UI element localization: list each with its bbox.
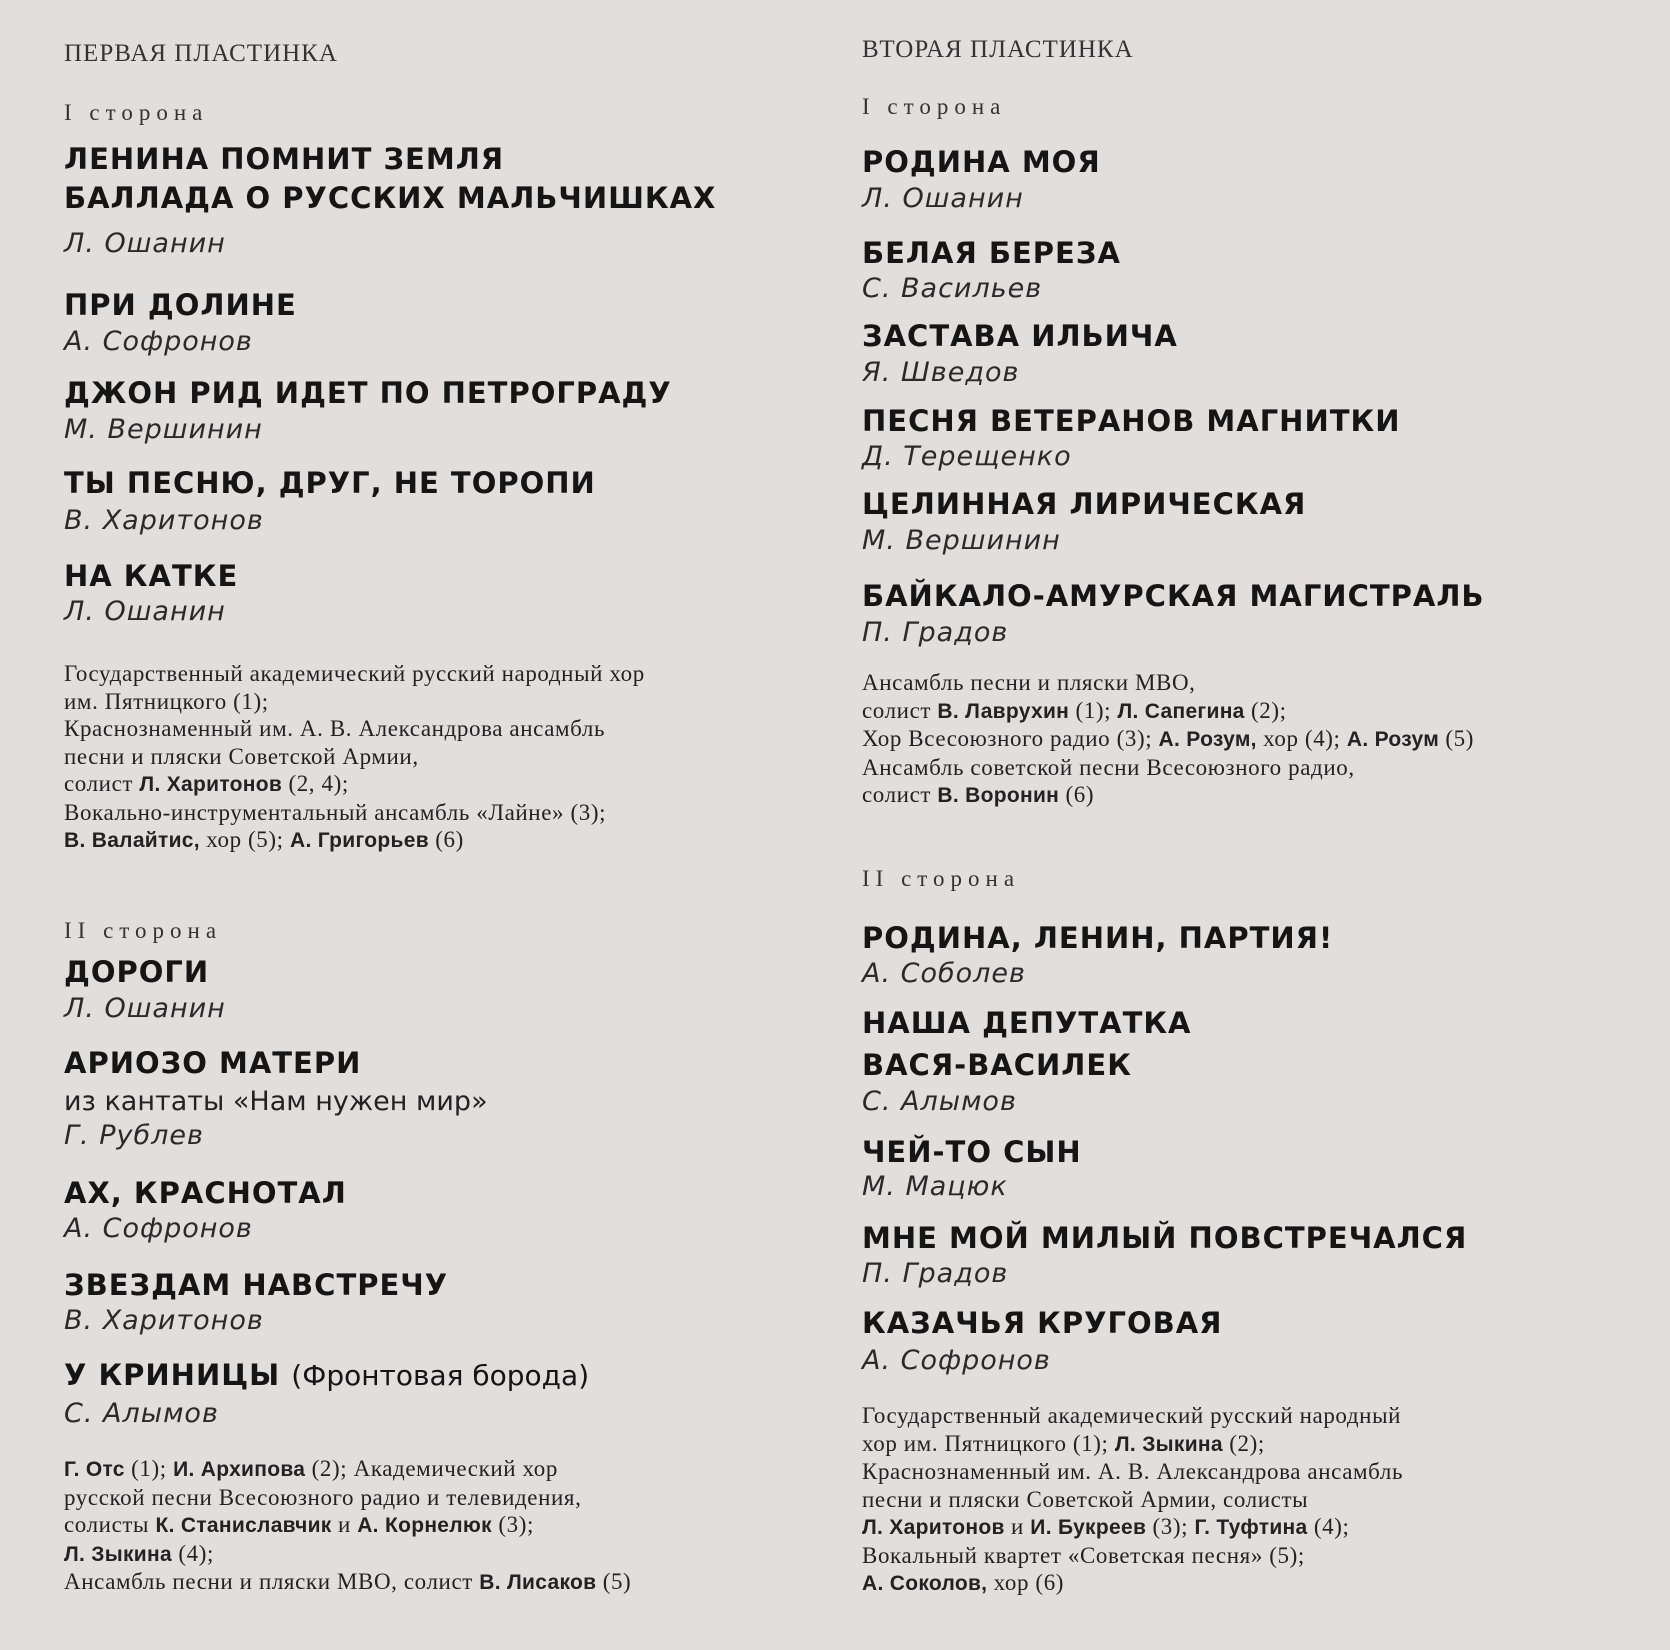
side-label: II сторона (64, 918, 223, 943)
performer: А. Розум (1346, 728, 1440, 751)
credit-line: Л. Харитонов и И. Букреев (3); Г. Туфтина (4); (862, 1514, 1350, 1539)
performer: В. Лаврухин (937, 699, 1070, 723)
credits (862, 1402, 1403, 1598)
song-title: БАЙКАЛО-АМУРСКАЯ МАГИСТРАЛЬ (862, 579, 1485, 613)
song-title: РОДИНА МОЯ (862, 145, 1101, 179)
performer: К. Станиславчик (155, 1514, 332, 1537)
song-title: РОДИНА, ЛЕНИН, ПАРТИЯ! (862, 921, 1334, 955)
performer: А. Корнелюк (357, 1514, 492, 1537)
credit-line: песни и пляски Советской Армии, (64, 743, 419, 769)
credit-line: солист Л. Харитонов (2, 4); (64, 771, 349, 796)
song-author: Д. Терещенко (862, 441, 1072, 472)
right-column (862, 0, 1662, 1650)
song-author: А. Софронов (862, 1345, 1051, 1376)
song-title: ТЫ ПЕСНЮ, ДРУГ, НЕ ТОРОПИ (64, 466, 596, 500)
song-subtitle: из кантаты «Нам нужен мир» (64, 1086, 488, 1117)
performer: Л. Харитонов (139, 773, 283, 796)
song-title: ДЖОН РИД ИДЕТ ПО ПЕТРОГРАДУ (64, 376, 672, 410)
song-author: С. Алымов (64, 1398, 219, 1429)
performer: В. Валайтис, (64, 829, 200, 852)
performer: Л. Зыкина (64, 1542, 172, 1566)
credit-line: солисты К. Станиславчик и А. Корнелюк (3); (64, 1512, 534, 1537)
credits (64, 660, 645, 855)
song-title: АРИОЗО МАТЕРИ (64, 1046, 362, 1080)
credit-line: солист В. Лаврухин (1); Л. Сапегина (2); (862, 697, 1287, 723)
song-title: ЗВЕЗДАМ НАВСТРЕЧУ (64, 1268, 449, 1302)
disc-title: ПЕРВАЯ ПЛАСТИНКА (64, 40, 338, 67)
song-author: А. Софронов (64, 326, 253, 357)
song-author: М. Вершинин (64, 414, 263, 445)
song-title: АХ, КРАСНОТАЛ (64, 1176, 347, 1210)
song-title: КАЗАЧЬЯ КРУГОВАЯ (862, 1306, 1223, 1340)
song-author: М. Вершинин (862, 525, 1061, 556)
song-author: В. Харитонов (64, 505, 264, 536)
side-label: I сторона (862, 94, 1007, 119)
song-title: БАЛЛАДА О РУССКИХ МАЛЬЧИШКАХ (64, 181, 717, 215)
disc-title: ВТОРАЯ ПЛАСТИНКА (862, 36, 1134, 63)
credit-line: Вокально-инструментальный ансамбль «Лайне» (3); (64, 799, 607, 825)
credit-line: Л. Зыкина (4); (64, 1540, 214, 1566)
song-author: М. Мацюк (862, 1171, 1008, 1202)
credit-line: песни и пляски Советской Армии, солисты (862, 1486, 1309, 1512)
song-title: У КРИНИЦЫ (Фронтовая борода) (64, 1358, 590, 1392)
performer: Л. Харитонов (862, 1516, 1005, 1539)
song-author: С. Васильев (862, 273, 1043, 304)
song-title: БЕЛАЯ БЕРЕЗА (862, 236, 1121, 270)
credits (862, 669, 1474, 810)
song-author: Л. Ошанин (64, 228, 226, 259)
credit-line: Хор Всесоюзного радио (3); А. Розум, хор (4); А. Розум (5) (862, 726, 1474, 751)
song-author: С. Алымов (862, 1086, 1017, 1117)
song-author: П. Градов (862, 1258, 1009, 1289)
credit-line: В. Валайтис, хор (5); А. Григорьев (6) (64, 827, 464, 852)
performer: И. Букреев (1030, 1516, 1147, 1539)
credit-line: русской песни Всесоюзного радио и телевидения, (64, 1484, 582, 1510)
left-column (64, 0, 854, 1650)
song-author: Г. Рублев (64, 1120, 204, 1151)
credit-line: хор им. Пятницкого (1); Л. Зыкина (2); (862, 1430, 1265, 1456)
song-author: В. Харитонов (64, 1305, 264, 1336)
song-title: ЧЕЙ-ТО СЫН (862, 1135, 1082, 1169)
song-author: А. Соболев (862, 958, 1026, 989)
performer: В. Воронин (937, 784, 1060, 807)
song-title: ДОРОГИ (64, 955, 210, 989)
song-title: ЗАСТАВА ИЛЬИЧА (862, 319, 1178, 353)
song-title: НАША ДЕПУТАТКА (862, 1006, 1192, 1040)
performer: И. Архипова (173, 1458, 306, 1481)
performer: А. Розум, (1158, 728, 1257, 751)
performer: А. Соколов, (862, 1572, 988, 1595)
credit-line: солист В. Воронин (6) (862, 782, 1095, 807)
credit-line: Краснознаменный им. А. В. Александрова ансамбль (862, 1459, 1404, 1484)
song-title: ПРИ ДОЛИНЕ (64, 288, 297, 322)
song-author: П. Градов (862, 617, 1009, 648)
credit-line: Ансамбль советской песни Всесоюзного радио, (862, 754, 1355, 780)
song-title: НА КАТКЕ (64, 559, 239, 593)
credit-line: Государственный академический русский народный (862, 1403, 1402, 1428)
song-title: ПЕСНЯ ВЕТЕРАНОВ МАГНИТКИ (862, 404, 1401, 438)
credit-line: им. Пятницкого (1); (64, 688, 269, 714)
performer: Л. Сапегина (1117, 699, 1245, 723)
side-label: II сторона (862, 866, 1021, 891)
performer: Л. Зыкина (1114, 1432, 1223, 1456)
song-author: Я. Шведов (862, 357, 1020, 388)
performer: Г. Отс (64, 1458, 125, 1481)
performer: В. Лисаков (479, 1571, 597, 1594)
credit-line: Ансамбль песни и пляски МВО, солист В. Лисаков (5) (64, 1569, 632, 1594)
credit-line: Г. Отс (1); И. Архипова (2); Академический хор (64, 1456, 558, 1481)
credits (64, 1455, 631, 1597)
song-author: А. Софронов (64, 1213, 253, 1244)
credit-line: Государственный академический русский народный хор (64, 661, 645, 686)
performer: А. Григорьев (290, 829, 429, 852)
song-author: Л. Ошанин (64, 993, 226, 1024)
credit-line: Вокальный квартет «Советская песня» (5); (862, 1542, 1305, 1568)
song-title: ЛЕНИНА ПОМНИТ ЗЕМЛЯ (64, 142, 505, 176)
side-label: I сторона (64, 100, 209, 125)
credit-line: Ансамбль песни и пляски МВО, (862, 670, 1196, 695)
performer: Г. Туфтина (1194, 1516, 1308, 1539)
song-note: (Фронтовая борода) (291, 1359, 590, 1392)
song-title: МНЕ МОЙ МИЛЫЙ ПОВСТРЕЧАЛСЯ (862, 1221, 1468, 1255)
song-author: Л. Ошанин (64, 596, 226, 627)
credit-line: Краснознаменный им. А. В. Александрова ансамбль (64, 716, 606, 741)
credit-line: А. Соколов, хор (6) (862, 1570, 1065, 1595)
song-title: ЦЕЛИННАЯ ЛИРИЧЕСКАЯ (862, 487, 1307, 521)
song-title: ВАСЯ-ВАСИЛЕК (862, 1048, 1132, 1082)
song-author: Л. Ошанин (862, 183, 1024, 214)
